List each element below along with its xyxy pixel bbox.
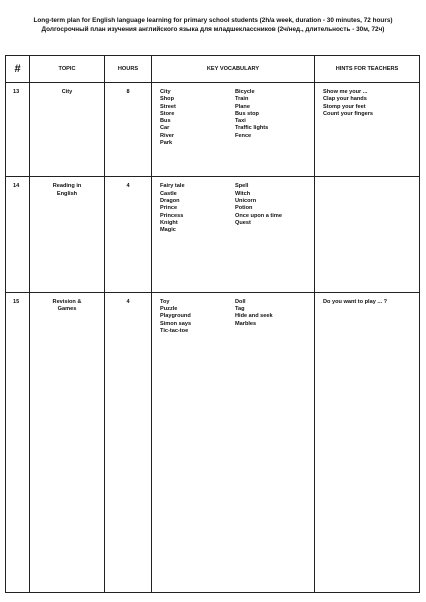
- vocabulary-column-right: [235, 299, 310, 335]
- header-key-vocabulary: KEY VOCABULARY: [152, 56, 315, 83]
- vocabulary-column-right: [235, 89, 310, 147]
- topic-line: Reading in: [52, 183, 82, 190]
- row-number: 13: [6, 83, 30, 177]
- vocabulary-word: Taxi: [235, 118, 246, 125]
- vocabulary-word: Plane: [235, 103, 250, 110]
- hint-line: Count your fingers: [323, 110, 374, 117]
- vocabulary-word: Potion: [235, 205, 253, 212]
- vocabulary-word: City: [160, 89, 171, 95]
- vocabulary-word: Hide and seek: [235, 313, 273, 320]
- vocabulary-word: Puzzle: [160, 306, 178, 313]
- row-topic: [30, 292, 105, 592]
- vocabulary-word: Street: [160, 103, 176, 110]
- topic-line: Games: [57, 306, 77, 313]
- plan-table: [5, 55, 420, 593]
- vocabulary-column-left: [160, 89, 235, 147]
- vocabulary-word: Once upon a time: [235, 212, 282, 219]
- vocabulary-word: Knight: [160, 219, 178, 226]
- vocabulary-column-left: [160, 299, 235, 335]
- hint-line: Clap your hands: [323, 96, 367, 103]
- row-number: 14: [6, 177, 30, 292]
- vocabulary-word: Bus: [160, 118, 171, 125]
- vocabulary-word: Car: [160, 125, 170, 132]
- vocabulary-word: Simon says: [160, 320, 192, 327]
- topic-line: English: [56, 190, 78, 197]
- table-row: [6, 83, 420, 177]
- vocabulary-word: Unicorn: [235, 198, 257, 205]
- vocabulary-word: Prince: [160, 205, 178, 212]
- row-topic: [30, 83, 105, 177]
- vocabulary-columns: [160, 299, 310, 335]
- vocabulary-word: Toy: [160, 298, 170, 305]
- vocabulary-word: Park: [160, 140, 173, 147]
- vocabulary-word: Marbles: [235, 320, 257, 327]
- row-key-vocabulary: [152, 177, 315, 292]
- vocabulary-word: Spell: [235, 183, 249, 190]
- heading-english: Long-term plan for English language learning for primary school students (2h/a week, duration - 30 minutes, 72 hours): [33, 17, 393, 24]
- table-header-row: [6, 56, 420, 83]
- vocabulary-word: Dragon: [160, 198, 180, 205]
- vocabulary-column-left: [160, 183, 235, 234]
- vocabulary-word: Store: [160, 110, 175, 117]
- table-row: [6, 177, 420, 292]
- vocabulary-word: River: [160, 132, 174, 139]
- header-hours: HOURS: [105, 56, 152, 83]
- heading-russian: Долгосрочный план изучения английского языка для младшеклассников (2ч/нед., длительность - 30м, 72ч): [41, 25, 385, 33]
- row-key-vocabulary: [152, 83, 315, 177]
- vocabulary-word: Fence: [235, 132, 252, 139]
- header-number: #: [6, 56, 30, 83]
- hint-line: Do you want to play ... ?: [323, 298, 388, 305]
- hint-line: Show me your ...: [323, 89, 368, 95]
- topic-line: Revision &: [52, 298, 82, 305]
- header-topic: TOPIC: [30, 56, 105, 83]
- vocabulary-columns: [160, 89, 310, 147]
- vocabulary-word: Castle: [160, 190, 177, 197]
- vocabulary-word: Playground: [160, 313, 191, 320]
- header-hints: HINTS FOR TEACHERS: [315, 56, 420, 83]
- hint-line: Stomp your feet: [323, 103, 366, 110]
- vocabulary-word: Train: [235, 96, 249, 103]
- vocabulary-word: Witch: [235, 190, 251, 197]
- vocabulary-word: Princess: [160, 212, 184, 219]
- row-hints: [315, 292, 420, 592]
- vocabulary-word: Bus stop: [235, 110, 259, 117]
- vocabulary-column-right: [235, 183, 310, 234]
- vocabulary-word: Magic: [160, 227, 176, 234]
- document-heading: [0, 17, 426, 34]
- row-hours: 4: [105, 177, 152, 292]
- vocabulary-word: Tic-tac-toe: [160, 328, 189, 335]
- row-topic: [30, 177, 105, 292]
- vocabulary-word: Bicycle: [235, 89, 255, 95]
- vocabulary-word: Shop: [160, 96, 174, 103]
- vocabulary-word: Quest: [235, 219, 251, 226]
- vocabulary-word: Doll: [235, 298, 246, 305]
- row-key-vocabulary: [152, 292, 315, 592]
- table-row: [6, 292, 420, 592]
- row-hours: 8: [105, 83, 152, 177]
- vocabulary-word: Traffic lights: [235, 125, 269, 132]
- vocabulary-word: Tag: [235, 306, 245, 313]
- vocabulary-word: Fairy tale: [160, 183, 185, 190]
- vocabulary-columns: [160, 183, 310, 234]
- topic-line: City: [61, 89, 73, 95]
- row-hints: [315, 177, 420, 292]
- row-hours: 4: [105, 292, 152, 592]
- row-hints: [315, 83, 420, 177]
- row-number: 15: [6, 292, 30, 592]
